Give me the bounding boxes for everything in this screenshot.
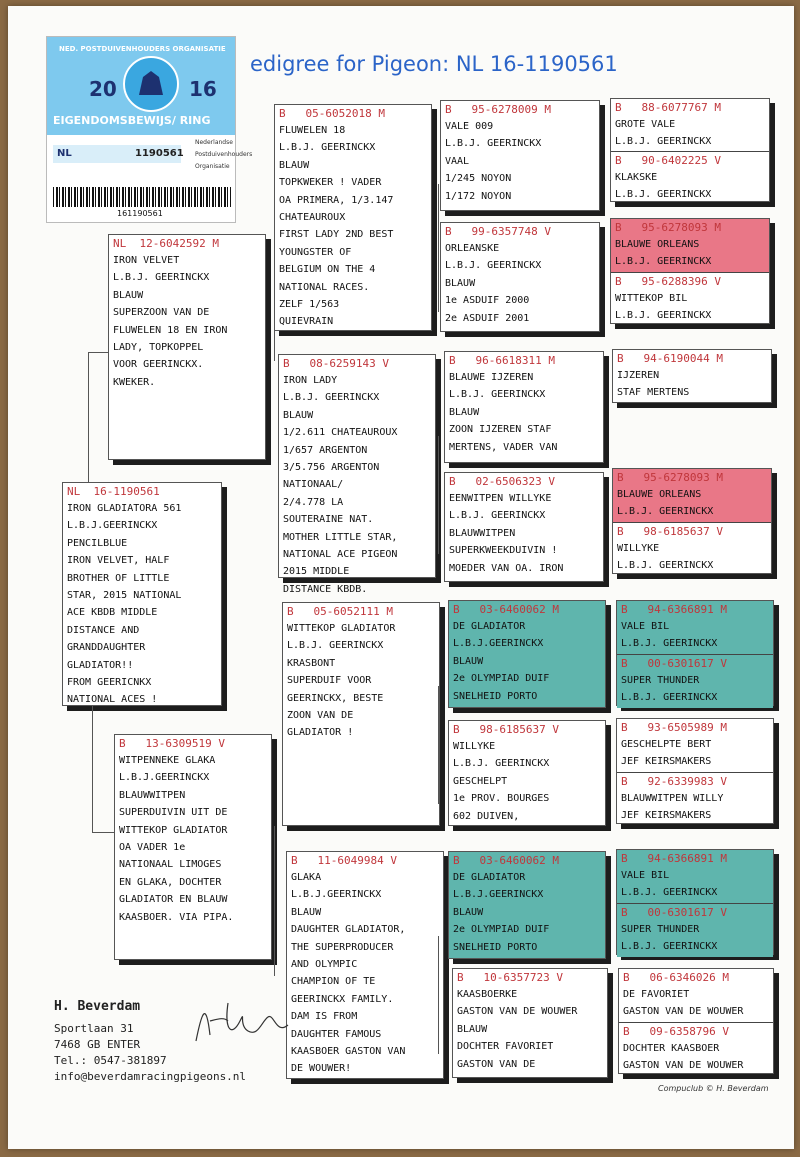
grandparent-3-line: WITTEKOP GLADIATOR — [287, 623, 396, 634]
dam-ring-code: B 13-6309519 V — [119, 737, 225, 750]
great-great-grandparent-box-8 — [618, 968, 774, 1074]
ancestor-10-ring-code: B 93-6505989 M — [621, 721, 727, 734]
grandparent-4-line: GLAKA — [291, 872, 322, 883]
sire-line: IRON VELVET — [113, 255, 180, 266]
great-grandparent-6-line: 602 DUIVEN, — [453, 810, 520, 822]
grandparent-4-line: DAM IS FROM — [291, 1011, 358, 1023]
great-grandparent-6-line: WILLYKE — [453, 741, 496, 752]
great-grandparent-2-ring-code: B 99-6357748 V — [445, 225, 551, 238]
subject-line: FROM GEERICNKX — [67, 677, 152, 689]
ancestor-cell-6 — [613, 469, 771, 522]
grandparent-2-line: 3/5.756 ARGENTON — [283, 462, 380, 474]
great-grandparent-4-line: L.B.J. GEERINCKX — [449, 510, 546, 522]
ancestor-4-line: WITTEKOP BIL — [615, 293, 688, 304]
great-grandparent-4-line: SUPERKWEEKDUIVIN ! — [449, 545, 558, 557]
ancestor-cell-10 — [617, 719, 773, 772]
grandparent-3-line: L.B.J. GEERINCKX — [287, 640, 384, 652]
grandparent-1-line: FLUWELEN 18 — [279, 125, 346, 136]
great-grandparent-8-ring-code: B 10-6357723 V — [457, 971, 563, 984]
great-grandparent-1-line: 1/172 NOYON — [445, 190, 512, 202]
dam-line: WITPENNEKE GLAKA — [119, 755, 216, 766]
great-grandparent-6-line: GESCHELPT — [453, 775, 508, 787]
ancestor-cell-15 — [619, 1022, 773, 1076]
ancestor-12-ring-code: B 94-6366891 M — [621, 852, 727, 865]
great-grandparent-1-line: VALE 009 — [445, 121, 494, 132]
pedigree-sheet — [8, 6, 794, 1149]
grandparent-1-ring-code: B 05-6052018 M — [279, 107, 385, 120]
ancestor-8-line: VALE BIL — [621, 621, 670, 632]
great-grandparent-2-line: BLAUW — [445, 277, 476, 289]
ancestor-3-line: L.B.J. GEERINCKX — [615, 256, 712, 268]
signature — [188, 991, 298, 1051]
grandparent-2-ring-code: B 08-6259143 V — [283, 357, 389, 370]
subject-ring-code: NL 16-1190561 — [67, 485, 160, 498]
ancestor-13-ring-code: B 00-6301617 V — [621, 906, 727, 919]
great-grandparent-2-line: 1e ASDUIF 2000 — [445, 295, 530, 307]
connector-sire — [88, 352, 89, 482]
ring-card-year-left: 20 — [89, 77, 117, 101]
lion-emblem-icon — [121, 55, 181, 113]
grandparent-1-line: BLAUW — [279, 159, 310, 171]
great-grandparent-1-line: 1/245 NOYON — [445, 173, 512, 185]
ancestor-6-line: BLAUWE ORLEANS — [617, 489, 702, 500]
great-grandparent-7-line: 2e OLYMPIAD DUIF — [453, 924, 550, 936]
grandparent-4-line: DAUGHTER FAMOUS — [291, 1028, 382, 1040]
ancestor-15-line: GASTON VAN DE WOUWER — [623, 1060, 744, 1072]
grandparent-4-line: DAUGHTER GLADIATOR, — [291, 924, 406, 936]
ancestor-8-line: L.B.J. GEERINCKX — [621, 638, 718, 650]
great-grandparent-3-line: BLAUW — [449, 406, 480, 418]
great-grandparent-3-ring-code: B 96-6618311 M — [449, 354, 555, 367]
page-title: edigree for Pigeon: NL 16-1190561 — [250, 52, 618, 76]
great-grandparent-1-ring-code: B 95-6278009 M — [445, 103, 551, 116]
subject-line: BROTHER OF LITTLE — [67, 572, 170, 584]
ancestor-1-ring-code: B 88-6077767 M — [615, 101, 721, 114]
sire-line: LADY, TOPKOPPEL — [113, 342, 204, 354]
great-grandparent-box-8 — [452, 968, 608, 1078]
grandparent-1-line: QUIEVRAIN — [279, 316, 334, 328]
great-grandparent-5-line: DE GLADIATOR — [453, 621, 526, 632]
ancestor-cell-3 — [611, 219, 769, 272]
ancestor-15-ring-code: B 09-6358796 V — [623, 1025, 729, 1038]
ancestor-3-ring-code: B 95-6278093 M — [615, 221, 721, 234]
ancestor-cell-12 — [617, 850, 773, 903]
ring-card-number-value: 1190561 — [135, 148, 184, 159]
ancestor-14-line: DE FAVORIET — [623, 989, 690, 1000]
grandparent-4-line: GEERINCKX FAMILY. — [291, 993, 394, 1005]
connector-ggp3 — [438, 686, 439, 804]
grandparent-4-line: AND OLYMPIC — [291, 959, 358, 971]
sire-line: SUPERZOON VAN DE — [113, 307, 210, 319]
owner-city: 7468 GB ENTER — [54, 1038, 141, 1051]
grandparent-4-line: CHAMPION OF TE — [291, 976, 376, 988]
subject-line: GRANDDAUGHTER — [67, 642, 146, 654]
ring-card-org: NED. POSTDUIVENHOUDERS ORGANISATIE — [59, 45, 226, 53]
grandparent-4-line: DE WOUWER! — [291, 1063, 352, 1075]
grandparent-2-line: L.B.J. GEERINCKX — [283, 392, 380, 404]
ancestor-cell-13 — [617, 903, 773, 957]
ancestor-cell-9 — [617, 654, 773, 708]
great-grandparent-5-line: L.B.J.GEERINCKX — [453, 638, 544, 650]
ancestor-8-ring-code: B 94-6366891 M — [621, 603, 727, 616]
owner-email[interactable]: info@beverdamracingpigeons.nl — [54, 1070, 247, 1083]
ancestor-6-ring-code: B 95-6278093 M — [617, 471, 723, 484]
owner-phone: Tel.: 0547-381897 — [54, 1054, 167, 1067]
ancestor-4-ring-code: B 95-6288396 V — [615, 275, 721, 288]
great-grandparent-6-ring-code: B 98-6185637 V — [453, 723, 559, 736]
ancestor-13-line: L.B.J. GEERINCKX — [621, 941, 718, 953]
sire-line: KWEKER. — [113, 376, 156, 388]
ancestor-1-line: L.B.J. GEERINCKX — [615, 136, 712, 148]
grandparent-1-line: CHATEAUROUX — [279, 212, 346, 224]
great-grandparent-5-line: BLAUW — [453, 655, 484, 667]
great-great-grandparent-box-4 — [612, 468, 772, 574]
sire-line: FLUWELEN 18 EN IRON — [113, 324, 228, 336]
great-grandparent-6-line: L.B.J. GEERINCKX — [453, 758, 550, 770]
great-grandparent-box-1 — [440, 100, 600, 211]
ring-card-npo: Nederlandse Postduivenhouders Organisatie — [195, 139, 253, 170]
great-grandparent-7-line: DE GLADIATOR — [453, 872, 526, 883]
ancestor-2-line: L.B.J. GEERINCKX — [615, 189, 712, 201]
ancestor-cell-8 — [617, 601, 773, 654]
grandparent-2-line: 1/657 ARGENTON — [283, 444, 368, 456]
great-grandparent-7-line: BLAUW — [453, 906, 484, 918]
grandparent-3-line: GEERINCKX, BESTE — [287, 692, 384, 704]
grandparent-3-line: SUPERDUIF VOOR — [287, 675, 372, 687]
ancestor-cell-5 — [613, 350, 771, 404]
grandparent-2-line: MOTHER LITTLE STAR, — [283, 531, 398, 543]
great-grandparent-4-ring-code: B 02-6506323 V — [449, 475, 555, 488]
ancestor-7-ring-code: B 98-6185637 V — [617, 525, 723, 538]
ancestor-11-line: JEF KEIRSMAKERS — [621, 810, 712, 822]
grandparent-4-line: THE SUPERPRODUCER — [291, 941, 394, 953]
grandparent-1-line: L.B.J. GEERINCKX — [279, 142, 376, 154]
connector-ggp4 — [438, 936, 439, 1054]
connector-sire-h — [88, 352, 108, 353]
great-grandparent-3-line: BLAUWE IJZEREN — [449, 372, 534, 383]
barcode-number: 161190561 — [117, 209, 163, 218]
ring-card-label: EIGENDOMSBEWIJS/ RING — [53, 114, 211, 127]
grandparent-3-line: KRASBONT — [287, 657, 336, 669]
great-grandparent-8-line: DOCHTER FAVORIET — [457, 1041, 554, 1053]
connector-ggp2 — [438, 436, 439, 554]
grandparent-1-line: BELGIUM ON THE 4 — [279, 264, 376, 276]
footer-credit: Compuclub © H. Beverdam — [658, 1084, 769, 1093]
subject-pigeon-box — [62, 482, 222, 706]
ancestor-4-line: L.B.J. GEERINCKX — [615, 310, 712, 322]
great-grandparent-5-ring-code: B 03-6460062 M — [453, 603, 559, 616]
ancestor-cell-1 — [611, 99, 769, 151]
great-grandparent-box-4 — [444, 472, 604, 582]
great-great-grandparent-box-1 — [610, 98, 770, 202]
grandparent-1-line: TOPKWEKER ! VADER — [279, 177, 382, 189]
barcode — [53, 187, 231, 207]
great-grandparent-3-line: ZOON IJZEREN STAF — [449, 424, 552, 436]
great-grandparent-1-line: L.B.J. GEERINCKX — [445, 138, 542, 150]
connector-dam — [92, 706, 93, 832]
subject-line: L.B.J.GEERINCKX — [67, 520, 158, 532]
great-grandparent-box-5 — [448, 600, 606, 708]
great-grandparent-4-line: EENWITPEN WILLYKE — [449, 493, 552, 504]
great-grandparent-box-3 — [444, 351, 604, 463]
grandparent-box-4 — [286, 851, 444, 1079]
dam-line: OA VADER 1e — [119, 842, 186, 854]
grandparent-3-ring-code: B 05-6052111 M — [287, 605, 393, 618]
grandparent-2-line: NATIONAAL/ — [283, 479, 344, 491]
great-grandparent-4-line: BLAUWWITPEN — [449, 527, 516, 539]
sire-ring-code: NL 12-6042592 M — [113, 237, 219, 250]
grandparent-box-1 — [274, 104, 432, 331]
ancestor-9-ring-code: B 00-6301617 V — [621, 657, 727, 670]
great-great-grandparent-box-3 — [612, 349, 772, 403]
great-grandparent-8-line: KAASBOERKE — [457, 989, 518, 1000]
ancestor-14-line: GASTON VAN DE WOUWER — [623, 1006, 744, 1018]
ring-card-number — [53, 145, 184, 163]
grandparent-2-line: 1/2.611 CHATEAUROUX — [283, 427, 398, 439]
dam-line: GLADIATOR EN BLAUW — [119, 894, 228, 906]
ancestor-cell-7 — [613, 522, 771, 576]
dam-line: WITTEKOP GLADIATOR — [119, 824, 228, 836]
dam-line: NATIONAAL LIMOGES — [119, 859, 222, 871]
owner-name: H. Beverdam — [54, 999, 141, 1014]
sire-line: BLAUW — [113, 289, 144, 301]
grandparent-box-2 — [278, 354, 436, 595]
grandparent-3-line: GLADIATOR ! — [287, 727, 354, 739]
grandparent-1-line: OA PRIMERA, 1/3.147 — [279, 194, 394, 206]
great-grandparent-box-6 — [448, 720, 606, 826]
ancestor-10-line: GESCHELPTE BERT — [621, 739, 712, 750]
great-grandparent-4-line: MOEDER VAN OA. IRON — [449, 562, 564, 574]
ancestor-15-line: DOCHTER KAASBOER — [623, 1043, 720, 1054]
great-great-grandparent-box-2 — [610, 218, 770, 324]
great-grandparent-5-line: SNELHEID PORTO — [453, 690, 538, 702]
ancestor-cell-2 — [611, 151, 769, 204]
great-grandparent-7-line: L.B.J.GEERINCKX — [453, 889, 544, 901]
subject-line: IRON VELVET, HALF — [67, 555, 170, 567]
great-grandparent-6-line: 1e PROV. BOURGES — [453, 793, 550, 805]
ancestor-1-line: GROTE VALE — [615, 119, 676, 130]
connector-dam-h — [92, 832, 114, 833]
subject-line: DISTANCE AND — [67, 624, 140, 636]
ancestor-3-line: BLAUWE ORLEANS — [615, 239, 700, 250]
grandparent-2-line: NATIONAL ACE PIGEON — [283, 549, 398, 561]
great-grandparent-3-line: L.B.J. GEERINCKX — [449, 389, 546, 401]
great-great-grandparent-box-5 — [616, 600, 774, 706]
subject-line: STAR, 2015 NATIONAL — [67, 590, 182, 602]
subject-line: GLADIATOR!! — [67, 659, 134, 671]
grandparent-1-line: YOUNGSTER OF — [279, 246, 352, 258]
great-grandparent-8-line: GASTON VAN DE WOUWER — [457, 1006, 578, 1018]
owner-street: Sportlaan 31 — [54, 1022, 134, 1035]
connector-gp1 — [274, 211, 275, 361]
great-great-grandparent-box-7 — [616, 849, 774, 955]
grandparent-1-line: ZELF 1/563 — [279, 299, 340, 311]
ancestor-cell-4 — [611, 272, 769, 326]
ancestor-14-ring-code: B 06-6346026 M — [623, 971, 729, 984]
ancestor-6-line: L.B.J. GEERINCKX — [617, 506, 714, 518]
great-grandparent-2-line: ORLEANSKE — [445, 243, 500, 254]
ancestor-5-line: IJZEREN — [617, 370, 660, 381]
ring-card-country: NL — [57, 148, 72, 159]
connector-gp2 — [274, 826, 275, 976]
connector-ggp1 — [438, 184, 439, 312]
grandparent-4-ring-code: B 11-6049984 V — [291, 854, 397, 867]
grandparent-3-line: ZOON VAN DE — [287, 710, 354, 722]
great-grandparent-1-line: VAAL — [445, 155, 470, 167]
sire-line: L.B.J. GEERINCKX — [113, 272, 210, 284]
great-grandparent-8-line: GASTON VAN DE — [457, 1058, 536, 1070]
grandparent-2-line: DISTANCE KBDB. — [283, 583, 368, 595]
dam-line: SUPERDUIVIN UIT DE — [119, 807, 228, 819]
ancestor-5-ring-code: B 94-6190044 M — [617, 352, 723, 365]
dam-box — [114, 734, 272, 960]
ancestor-12-line: VALE BIL — [621, 870, 670, 881]
sire-line: VOOR GEERINCKX. — [113, 359, 204, 371]
great-grandparent-box-7 — [448, 851, 606, 959]
subject-line: PENCILBLUE — [67, 537, 128, 549]
ancestor-13-line: SUPER THUNDER — [621, 924, 700, 935]
ancestor-cell-11 — [617, 772, 773, 826]
dam-line: EN GLAKA, DOCHTER — [119, 876, 222, 888]
great-grandparent-2-line: 2e ASDUIF 2001 — [445, 312, 530, 324]
subject-line: IRON GLADIATORA 561 — [67, 503, 182, 514]
sire-box — [108, 234, 266, 460]
grandparent-4-line: KAASBOER GASTON VAN — [291, 1046, 406, 1058]
dam-line: BLAUWWITPEN — [119, 789, 186, 801]
ancestor-cell-14 — [619, 969, 773, 1022]
great-great-grandparent-box-6 — [616, 718, 774, 824]
grandparent-2-line: IRON LADY — [283, 375, 338, 386]
grandparent-2-line: SOUTERAINE NAT. — [283, 514, 374, 526]
grandparent-4-line: L.B.J.GEERINCKX — [291, 889, 382, 901]
great-grandparent-8-line: BLAUW — [457, 1023, 488, 1035]
grandparent-1-line: NATIONAL RACES. — [279, 281, 370, 293]
grandparent-box-3 — [282, 602, 440, 826]
grandparent-4-line: BLAUW — [291, 906, 322, 918]
great-grandparent-7-line: SNELHEID PORTO — [453, 941, 538, 953]
ancestor-12-line: L.B.J. GEERINCKX — [621, 887, 718, 899]
great-grandparent-7-ring-code: B 03-6460062 M — [453, 854, 559, 867]
grandparent-2-line: 2015 MIDDLE — [283, 566, 350, 578]
ancestor-2-line: KLAKSKE — [615, 172, 658, 183]
ancestor-2-ring-code: B 90-6402225 V — [615, 154, 721, 167]
ancestor-9-line: SUPER THUNDER — [621, 675, 700, 686]
ring-certificate — [46, 36, 253, 223]
great-grandparent-box-2 — [440, 222, 600, 332]
grandparent-2-line: BLAUW — [283, 409, 314, 421]
ancestor-7-line: WILLYKE — [617, 543, 660, 554]
subject-line: ACE KBDB MIDDLE — [67, 607, 158, 619]
grandparent-1-line: FIRST LADY 2ND BEST — [279, 229, 394, 241]
ancestor-5-line: STAF MERTENS — [617, 387, 690, 399]
ancestor-11-ring-code: B 92-6339983 V — [621, 775, 727, 788]
ring-card-year-right: 16 — [189, 77, 217, 101]
dam-line: KAASBOER. VIA PIPA. — [119, 911, 234, 923]
great-grandparent-5-line: 2e OLYMPIAD DUIF — [453, 673, 550, 685]
great-grandparent-3-line: MERTENS, VADER VAN — [449, 441, 558, 453]
ancestor-11-line: BLAUWWITPEN WILLY — [621, 793, 724, 804]
grandparent-2-line: 2/4.778 LA — [283, 496, 344, 508]
great-grandparent-2-line: L.B.J. GEERINCKX — [445, 260, 542, 272]
dam-line: L.B.J.GEERINCKX — [119, 772, 210, 784]
subject-line: NATIONAL ACES ! — [67, 694, 158, 706]
ancestor-7-line: L.B.J. GEERINCKX — [617, 560, 714, 572]
ancestor-10-line: JEF KEIRSMAKERS — [621, 756, 712, 768]
ancestor-9-line: L.B.J. GEERINCKX — [621, 692, 718, 704]
